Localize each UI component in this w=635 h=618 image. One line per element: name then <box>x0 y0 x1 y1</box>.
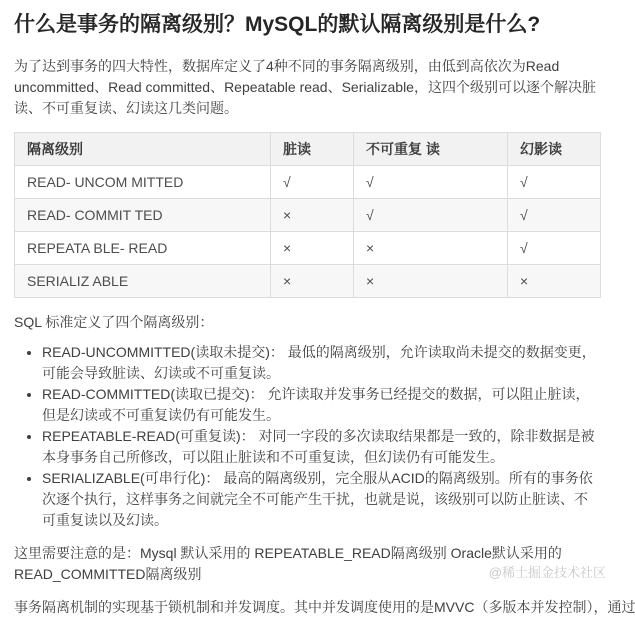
list-item-serializable: • SERIALIZABLE(可串行化)： 最高的隔离级别，完全服从ACID的隔离级别。所有的事务依次逐个执行，这样事务之间就完全不可能产生干扰，也就是说，该级别可以防止脏读、不可重复读以及幻读。 <box>42 468 600 531</box>
column-header-dirty-read: 脏读 <box>271 133 354 166</box>
cell-level: REPEATA BLE- READ <box>15 232 271 265</box>
table-row <box>15 199 601 232</box>
cell-dirty-read: √ <box>271 166 354 199</box>
cell-level: READ- UNCOM MITTED <box>15 166 271 199</box>
column-header-phantom-read: 幻影读 <box>508 133 601 166</box>
cell-non-repeatable-read: × <box>354 232 508 265</box>
page-title: 什么是事务的隔离级别？MySQL的默认隔离级别是什么? <box>14 13 541 36</box>
cell-non-repeatable-read: √ <box>354 199 508 232</box>
cell-level: SERIALIZ ABLE <box>15 265 271 298</box>
cell-level: READ- COMMIT TED <box>15 199 271 232</box>
table-row <box>15 265 601 298</box>
table-header-row <box>15 133 601 166</box>
cell-phantom-read: √ <box>508 166 601 199</box>
isolation-level-list <box>14 342 600 531</box>
cell-phantom-read: √ <box>508 232 601 265</box>
list-item-repeatable-read: • REPEATABLE-READ(可重复读)： 对同一字段的多次读取结果都是一致的，除非数据是被本身事务自己所修改，可以阻止脏读和不可重复读，但幻读仍有可能发生。 <box>42 426 600 468</box>
note-paragraph: 这里需要注意的是：Mysql 默认采用的 REPEATABLE_READ隔离级别 Oracle默认采用的 READ_COMMITTED隔离级别 <box>14 545 562 582</box>
cell-phantom-read: √ <box>508 199 601 232</box>
list-item-read-committed: • READ-COMMITTED(读取已提交)： 允许读取并发事务已经提交的数据，可以阻止脏读，但是幻读或不可重复读仍有可能发生。 <box>42 384 600 426</box>
table-row <box>15 232 601 265</box>
isolation-level-table <box>14 132 601 298</box>
cell-dirty-read: × <box>271 199 354 232</box>
column-header-level: 隔离级别 <box>15 133 271 166</box>
cell-non-repeatable-read: × <box>354 265 508 298</box>
footer-paragraph: 事务隔离机制的实现基于锁机制和并发调度。其中并发调度使用的是MVVC（多版本并发控制），通过 <box>14 599 635 615</box>
intro-paragraph: 为了达到事务的四大特性，数据库定义了4种不同的事务隔离级别，由低到高依次为Read uncommitted、Read committed、Repeatable read、Serializable，这四个级别可以逐个解决脏读、不可重复读、幻读这几类问题。 <box>14 58 596 116</box>
cell-dirty-read: × <box>271 232 354 265</box>
cell-non-repeatable-read: √ <box>354 166 508 199</box>
list-item-read-uncommitted: • READ-UNCOMMITTED(读取未提交)： 最低的隔离级别，允许读取尚未提交的数据变更，可能会导致脏读、幻读或不可重复读。 <box>42 342 600 384</box>
table-row <box>15 166 601 199</box>
cell-dirty-read: × <box>271 265 354 298</box>
column-header-non-repeatable-read: 不可重复 读 <box>354 133 508 166</box>
watermark: @稀土掘金技术社区 <box>488 565 606 580</box>
sql-levels-intro: SQL 标准定义了四个隔离级别： <box>14 314 214 330</box>
cell-phantom-read: × <box>508 265 601 298</box>
